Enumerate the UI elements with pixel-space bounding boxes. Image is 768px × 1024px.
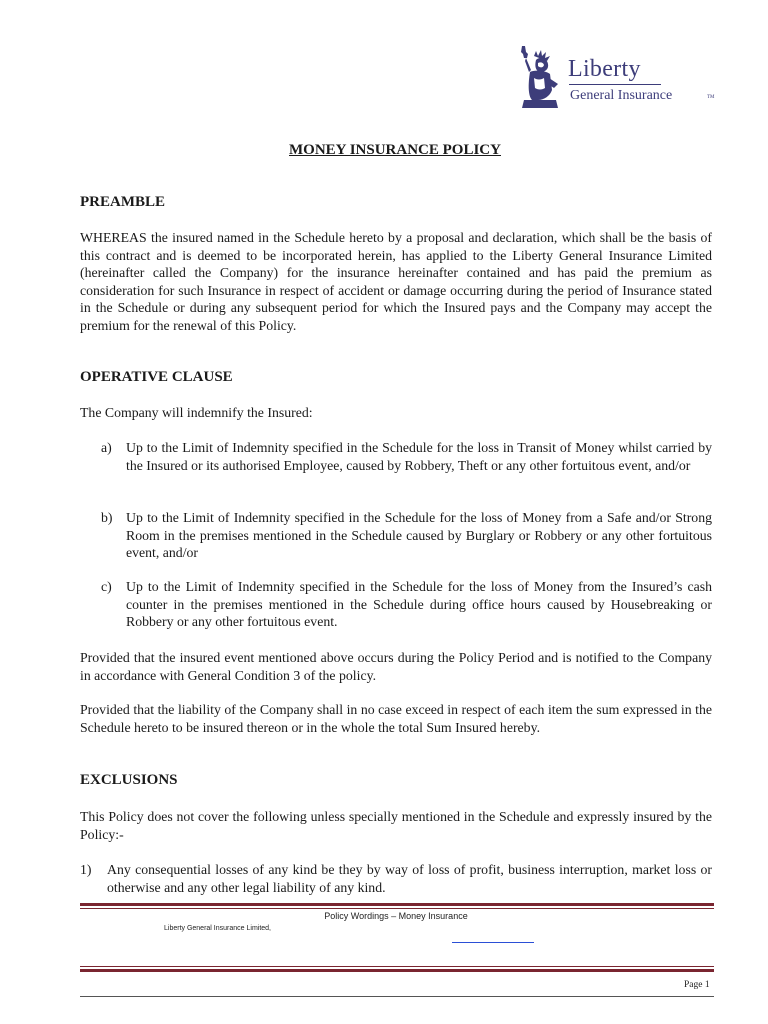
list-item: Up to the Limit of Indemnity specified in the Schedule for the loss in Transit of Money whilst carried by the Insured or its authorised Employee, caused by Robbery, Theft or any other fortuitous event, and/or [126,440,712,473]
operative-clause-heading: OPERATIVE CLAUSE [80,369,233,385]
list-item-marker: b) [101,510,113,525]
exclusions-intro: This Policy does not cover the following unless specially mentioned in the Schedule and expressly insured by the Policy:- [80,809,712,842]
list-item-marker: a) [101,440,112,455]
exclusion-item: Any consequential losses of any kind be they by way of loss of profit, business interruption, market loss or otherwise and any other legal liability of any kind. [107,862,712,895]
logo-rule [569,84,661,85]
exclusion-item-marker: 1) [80,862,92,877]
statue-of-liberty-icon [514,44,566,110]
logo-trademark: TM [707,95,715,100]
list-item: Up to the Limit of Indemnity specified in the Schedule for the loss of Money from the Insured’s cash counter in the premises mentioned in the Schedule during office hours caused by Housebreaking or Robbery or any other fortuitous event. [126,579,712,630]
footer-policy-wording: Policy Wordings – Money Insurance [324,911,468,921]
operative-intro: The Company will indemnify the Insured: [80,405,313,420]
company-logo [514,44,714,110]
logo-name: Liberty [568,56,641,82]
proviso-paragraph: Provided that the liability of the Company shall in no case exceed in respect of each item the sum expressed in the Schedule hereto to be insured thereon or in the whole the total Sum Insured hereby. [80,702,712,735]
logo-subtitle: General Insurance [570,88,673,103]
footer-rule-top [80,903,714,906]
footer-rule-bottom-thin [80,966,714,967]
footer-company-name: Liberty General Insurance Limited, [164,925,271,932]
exclusions-heading: EXCLUSIONS [80,772,178,788]
footer-rule-top-thin [80,908,714,909]
proviso-paragraph: Provided that the insured event mentioned above occurs during the Policy Period and is notified to the Company in accordance with General Condition 3 of the policy. [80,650,712,683]
footer-rule-bottom [80,969,714,972]
footer-link-underline[interactable] [452,942,534,943]
preamble-text: WHEREAS the insured named in the Schedule hereto by a proposal and declaration, which shall be the basis of this contract and is deemed to be incorporated herein, has applied to the Liberty General Insurance Limited (hereinafter called the Company) for the insurance hereinafter contained and has paid the premium as consideration for such Insurance in respect of accident or damage occurring during the period of Insurance stated in the Schedule or during any subsequent period for which the Insured pays and the Company may accept the premium for the renewal of this Policy. [80,230,712,333]
page-number: Page 1 [684,980,710,990]
page-number-rule [80,996,714,997]
list-item: Up to the Limit of Indemnity specified in the Schedule for the loss of Money from a Safe and/or Strong Room in the premises mentioned in the Schedule caused by Burglary or Robbery or any other fortuitous event, and/or [126,510,712,561]
preamble-heading: PREAMBLE [80,194,166,210]
document-title: MONEY INSURANCE POLICY [289,142,501,158]
list-item-marker: c) [101,579,112,594]
